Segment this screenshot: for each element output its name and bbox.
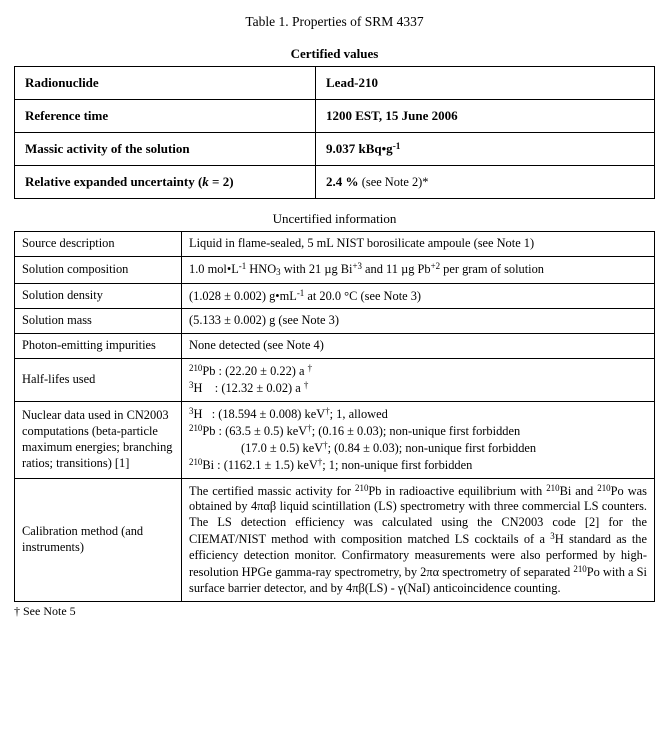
table-row <box>15 309 655 334</box>
table-row <box>15 256 655 283</box>
cell-label-half-lifes-used: Half-lifes used <box>15 359 182 402</box>
table-row <box>15 133 655 166</box>
cell-label-radionuclide: Radionuclide <box>15 67 316 100</box>
table-row <box>15 67 655 100</box>
cell-value-calibration-method: The certified massic activity for $^{210}$Pb in radioactive equilibrium with $^{210}$Bi and $^{210}$Po was obtained by 4παβ liquid scintillation (LS) spectrometry with three commercial LS counters. The LS detection efficiency was calculated using the CN2003 code [2] for the CIEMAT/NIST method with composition matched LS cocktails of a $^3$H standard as the efficiency detection monitor. Confirmatory measurements were also performed by high-resolution HPGe gamma-ray spectrometry, by 2πα spectrometry of separated $^{210}$Po with a Si surface barrier detector, and by 4πβ(LS) - γ(NaI) anticoincidence counting. <box>182 478 655 601</box>
cell-value-radionuclide: Lead-210 <box>316 67 655 100</box>
cell-label-reference-time: Reference time <box>15 100 316 133</box>
table-row <box>15 100 655 133</box>
cell-label-massic-activity: Massic activity of the solution <box>15 133 316 166</box>
uncertified-information-table <box>14 231 655 602</box>
uncertified-information-body <box>15 232 655 602</box>
cell-value-reference-time: 1200 EST, 15 June 2006 <box>316 100 655 133</box>
cell-label-nuclear-data: Nuclear data used in CN2003 computations (beta-particle maximum energies; branching ratios; transitions) [1] <box>15 401 182 478</box>
document-page <box>0 14 669 753</box>
cell-label-solution-composition: Solution composition <box>15 256 182 283</box>
certified-values-body <box>15 67 655 199</box>
cell-value-massic-activity: 9.037 $kBq•g^{-1}$ <box>316 133 655 166</box>
cell-value-source-description: Liquid in flame-sealed, 5 mL NIST borosilicate ampoule (see Note 1) <box>182 232 655 257</box>
cell-value-nuclear-data: $^3$H : (18.594 ± 0.008) keV†; 1, allowed $^{210}$Pb : (63.5 ± 0.5) keV†; (0.16 ± 0.03); non-unique first forbidden (17.0 ± 0.5) keV†; (0.84 ± 0.03); non-unique first forbidden $^{210}$Bi : (1162.1 ± 1.5) keV†; 1; non-unique first forbidden <box>182 401 655 478</box>
table-caption: Table 1. Properties of SRM 4337 <box>245 14 424 29</box>
certified-values-heading: Certified values <box>290 46 379 61</box>
table-row <box>15 478 655 601</box>
table-row <box>15 401 655 478</box>
cell-label-source-description: Source description <box>15 232 182 257</box>
uncertified-information-heading: Uncertified information <box>272 211 397 226</box>
certified-values-table <box>14 66 655 199</box>
table-row <box>15 334 655 359</box>
cell-value-solution-composition: 1.0 $mol•L^{-1}$ $HNO_3$ with 21 µg $Bi^{+3}$ and 11 µg $Pb^{+2}$ per gram of solution <box>182 256 655 283</box>
cell-value-solution-mass: (5.133 ± 0.002) g (see Note 3) <box>182 309 655 334</box>
cell-label-relative-expanded-uncertainty: Relative expanded uncertainty (k = 2) <box>15 166 316 199</box>
cell-label-calibration-method: Calibration method (and instruments) <box>15 478 182 601</box>
table-row <box>15 359 655 402</box>
cell-value-half-lifes-used: $^{210}$Pb : (22.20 ± 0.22) a † $^3$H : (12.32 ± 0.02) a † <box>182 359 655 402</box>
cell-label-solution-mass: Solution mass <box>15 309 182 334</box>
cell-label-photon-emitting-impurities: Photon-emitting impurities <box>15 334 182 359</box>
footnote: † See Note 5 <box>14 603 76 618</box>
cell-value-solution-density: (1.028 ± 0.002) $g•mL^{-1}$ at 20.0 °C (see Note 3) <box>182 283 655 309</box>
table-row <box>15 232 655 257</box>
cell-value-relative-expanded-uncertainty: 2.4 % (see Note 2)* <box>316 166 655 199</box>
cell-value-photon-emitting-impurities: None detected (see Note 4) <box>182 334 655 359</box>
table-row <box>15 166 655 199</box>
table-row <box>15 283 655 309</box>
cell-label-solution-density: Solution density <box>15 283 182 309</box>
